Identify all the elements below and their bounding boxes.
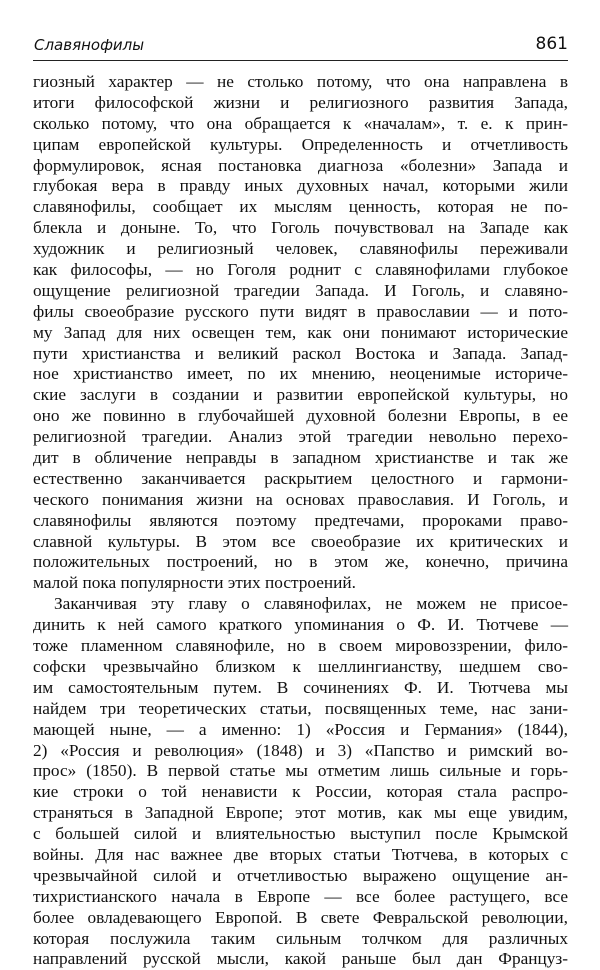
text-line: мающей ныне, — а именно: 1) «Россия и Германия» (1844), — [33, 719, 568, 739]
text-line: тоже пламенном славянофиле, но в своем мировоззрении, фило- — [33, 636, 568, 656]
text-line: положительных построений, но в этом же, конечно, причина — [33, 552, 568, 572]
text-line: славной культуры. В этом все своеобразие их критических и — [33, 531, 568, 551]
text-line: Заканчивая эту главу о славянофилах, не можем не присое- — [54, 594, 568, 614]
text-line: как философы, — но Гоголя роднит с славянофилами глубокое — [33, 260, 568, 280]
text-line: религиозной трагедии. Анализ этой трагедии невольно перехо- — [33, 427, 568, 447]
book-page — [33, 32, 568, 970]
text-line: кие строки о той ненависти к России, которая стала распро- — [33, 782, 568, 802]
text-line: филы своеобразие русского пути видят в православии — и пото- — [33, 301, 568, 321]
text-line: славянофилы являются поэтому предтечами, пророками право- — [33, 510, 568, 530]
section-title: Славянофилы — [34, 36, 145, 54]
text-line: направлений русской мысли, какой раньше был дан Француз- — [33, 949, 568, 969]
page-number: 861 — [535, 34, 568, 54]
text-line: формулировок, ясная постановка диагноза «болезни» Запада и — [33, 155, 568, 175]
text-line: ские заслуги в создании и развитии европейской культуры, но — [33, 385, 568, 405]
text-line: ощущение религиозной трагедии Запада. И Гоголь, и славяно- — [33, 280, 568, 300]
text-line: блекла и доныне. То, что Гоголь почувствовал на Западе как — [33, 218, 568, 238]
running-head — [33, 32, 568, 61]
paragraph — [33, 594, 568, 970]
text-line: прос» (1850). В первой статье мы отметим лишь сильные и горь- — [33, 761, 568, 781]
text-line: им самостоятельным путем. В сочинениях Ф. И. Тютчева мы — [33, 677, 568, 697]
text-line: пути христианства и великий раскол Востока и Запада. Запад- — [33, 343, 568, 363]
paragraph — [33, 72, 568, 594]
text-line: софски чрезвычайно близком к шеллингианству, шедшем сво- — [33, 656, 568, 676]
text-line: с большей силой и влиятельностью выступил после Крымской — [33, 824, 568, 844]
text-line: найдем три теоретических статьи, посвященных теме, нас зани- — [33, 698, 568, 718]
text-line: му Запад для них освещен тем, как они понимают исторические — [33, 322, 568, 342]
text-line: тихристианского начала в Европе — все более растущего, все — [33, 886, 568, 906]
text-line: дит в обличение неправды в западном христианстве и так же — [33, 448, 568, 468]
text-line: малой пока популярности этих построений. — [33, 573, 356, 593]
text-line: чрезвычайной силой и отчетливостью выражено ощущение ан- — [33, 865, 568, 885]
text-line: более овладевающего Европой. В свете Февральской революции, — [33, 907, 568, 927]
text-line: 2) «Россия и революция» (1848) и 3) «Папство и римский во- — [33, 740, 568, 760]
text-line: итоги философской жизни и религиозного развития Запада, — [33, 92, 568, 112]
text-line: гиозный характер — не столько потому, что она направлена в — [33, 72, 568, 91]
text-line: оно же повинно в глубочайшей духовной болезни Европы, в ее — [33, 406, 568, 426]
text-line: художник и религиозный человек, славянофилы переживали — [33, 239, 568, 259]
text-line: глубокая вера в правду иных духовных начал, которыми жили — [33, 176, 568, 196]
text-line: войны. Для нас важнее две вторых статьи Тютчева, в которых с — [33, 844, 568, 864]
text-line: динить к ней самого краткого упоминания о Ф. И. Тютчеве — — [33, 615, 568, 635]
body-text — [33, 72, 568, 970]
text-line: ческого понимания жизни на основах православия. И Гоголь, и — [33, 489, 568, 509]
text-line: сколько потому, что она обращается к «началам», т. е. к прин- — [33, 113, 568, 133]
text-line: которая послужила таким сильным толчком для различных — [33, 928, 568, 948]
text-line: ципам европейской культуры. Определенность и отчетливость — [33, 134, 568, 154]
text-line: страняться в Западной Европе; этот мотив, как мы еще увидим, — [33, 803, 568, 823]
text-line: славянофилы, сообщает их мыслям ценность, которая не по- — [33, 197, 568, 217]
text-line: ное христианство имеет, по их мнению, неоценимые историче- — [33, 364, 568, 384]
text-line: естественно заканчивается раскрытием целостного и гармони- — [33, 468, 568, 488]
